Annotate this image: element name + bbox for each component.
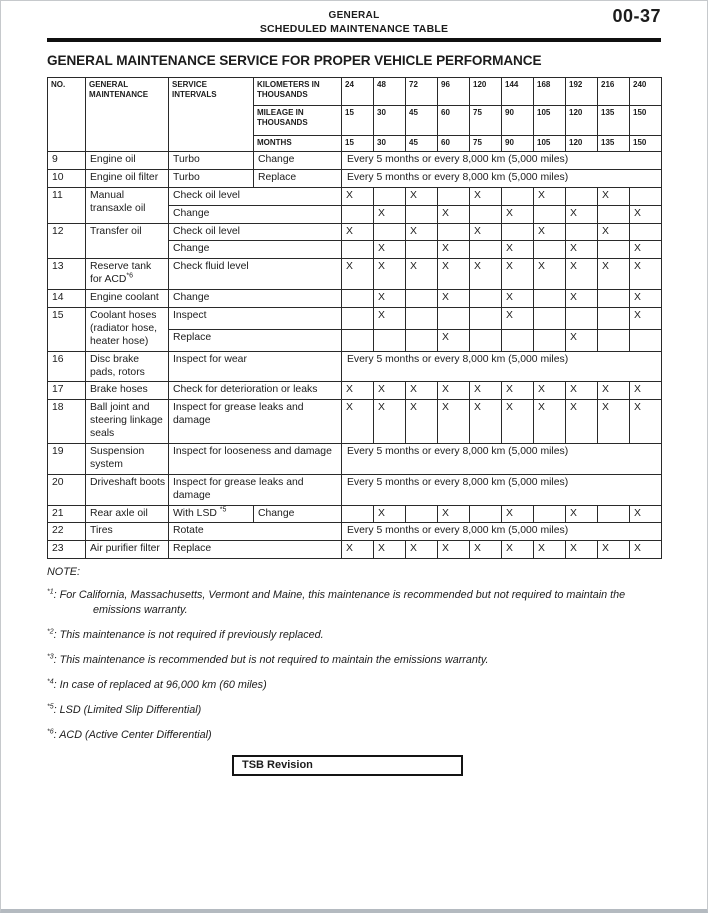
- mark-cell: [342, 505, 374, 523]
- note-item: $^{*2}$: This maintenance is not required if previously replaced.: [47, 628, 324, 642]
- item-name: Tires: [86, 523, 169, 541]
- table-row: [48, 382, 662, 400]
- table-row: [48, 523, 662, 541]
- item-name: Brake hoses: [86, 382, 169, 400]
- service-interval-label: With LSD $^{*5}$: [169, 505, 254, 523]
- mark-cell: [342, 329, 374, 351]
- footnote-marker: *6: [47, 728, 54, 736]
- mark-cell: X: [374, 308, 406, 330]
- interval-value-header: 105: [534, 106, 566, 136]
- note-item: $^{*4}$: In case of replaced at 96,000 km (60 miles): [47, 678, 267, 691]
- schedule-note: Every 5 months or every 8,000 km (5,000 miles): [342, 152, 662, 170]
- row-header-kilometers: KILOMETERS IN THOUSANDS: [254, 78, 342, 106]
- service-interval-label: Inspect for looseness and damage: [169, 444, 342, 475]
- interval-value-header: 75: [470, 106, 502, 136]
- mark-cell: [438, 187, 470, 205]
- mark-cell: X: [598, 259, 630, 290]
- mark-cell: X: [566, 241, 598, 259]
- table-row: [48, 187, 662, 205]
- mark-cell: X: [630, 308, 662, 330]
- mark-cell: [502, 223, 534, 241]
- page-content: [47, 1, 661, 776]
- service-interval-label: Change: [254, 505, 342, 523]
- interval-value-header: 30: [374, 106, 406, 136]
- mark-cell: [342, 308, 374, 330]
- mark-cell: [534, 505, 566, 523]
- schedule-note: Every 5 months or every 8,000 km (5,000 miles): [342, 474, 662, 505]
- item-name: Engine coolant: [86, 290, 169, 308]
- mark-cell: [342, 290, 374, 308]
- row-number: 14: [48, 290, 86, 308]
- mark-cell: X: [438, 329, 470, 351]
- table-row: [48, 169, 662, 187]
- mark-cell: X: [566, 205, 598, 223]
- mark-cell: [406, 308, 438, 330]
- service-interval-label: Change: [169, 205, 342, 223]
- service-interval-label: Turbo: [169, 169, 254, 187]
- mark-cell: X: [342, 223, 374, 241]
- notes-list: [47, 588, 661, 742]
- service-interval-label: Inspect for wear: [169, 351, 342, 382]
- interval-value-header: 45: [406, 136, 438, 152]
- mark-cell: X: [342, 541, 374, 559]
- table-row: [48, 290, 662, 308]
- interval-value-header: 24: [342, 78, 374, 106]
- mark-cell: [598, 205, 630, 223]
- mark-cell: X: [630, 290, 662, 308]
- item-name: Air purifier filter: [86, 541, 169, 559]
- table-row: [48, 351, 662, 382]
- item-name: Disc brake pads, rotors: [86, 351, 169, 382]
- interval-value-header: 90: [502, 106, 534, 136]
- mark-cell: X: [374, 505, 406, 523]
- item-name: Coolant hoses (radiator hose, heater hose): [86, 308, 169, 352]
- interval-value-header: 60: [438, 136, 470, 152]
- mark-cell: X: [470, 223, 502, 241]
- item-name: Rear axle oil: [86, 505, 169, 523]
- mark-cell: [534, 308, 566, 330]
- mark-cell: [470, 241, 502, 259]
- mark-cell: [470, 505, 502, 523]
- notes-section: [47, 566, 661, 742]
- mark-cell: X: [374, 382, 406, 400]
- mark-cell: X: [502, 541, 534, 559]
- mark-cell: [566, 187, 598, 205]
- interval-value-header: 240: [630, 78, 662, 106]
- service-interval-label: Inspect: [169, 308, 342, 330]
- mark-cell: X: [630, 241, 662, 259]
- row-header-mileage: MILEAGE IN THOUSANDS: [254, 106, 342, 136]
- mark-cell: X: [406, 541, 438, 559]
- mark-cell: [502, 187, 534, 205]
- mark-cell: [406, 329, 438, 351]
- column-header-no: NO.: [48, 78, 86, 152]
- mark-cell: [630, 329, 662, 351]
- mark-cell: X: [470, 382, 502, 400]
- mark-cell: [502, 329, 534, 351]
- schedule-note: Every 5 months or every 8,000 km (5,000 miles): [342, 351, 662, 382]
- mark-cell: X: [438, 400, 470, 444]
- interval-value-header: 105: [534, 136, 566, 152]
- mark-cell: [374, 187, 406, 205]
- mark-cell: [598, 290, 630, 308]
- page-header: [47, 1, 661, 35]
- page-number: 00-37: [612, 6, 661, 26]
- mark-cell: X: [438, 541, 470, 559]
- mark-cell: X: [374, 400, 406, 444]
- mark-cell: [566, 308, 598, 330]
- interval-value-header: 150: [630, 106, 662, 136]
- footnote-marker: *1: [47, 588, 54, 596]
- row-number: 13: [48, 259, 86, 290]
- interval-value-header: 192: [566, 78, 598, 106]
- service-interval-label: Replace: [169, 541, 342, 559]
- mark-cell: X: [630, 382, 662, 400]
- mark-cell: X: [470, 400, 502, 444]
- mark-cell: X: [630, 205, 662, 223]
- service-interval-label: Change: [254, 152, 342, 170]
- row-number: 18: [48, 400, 86, 444]
- service-interval-label: Replace: [169, 329, 342, 351]
- schedule-note: Every 5 months or every 8,000 km (5,000 miles): [342, 444, 662, 475]
- footnote-marker: *5: [219, 506, 227, 514]
- mark-cell: X: [502, 400, 534, 444]
- mark-cell: X: [374, 290, 406, 308]
- interval-value-header: 90: [502, 136, 534, 152]
- row-header-months: MONTHS: [254, 136, 342, 152]
- row-number: 12: [48, 223, 86, 259]
- maintenance-table: [47, 77, 662, 559]
- interval-value-header: 15: [342, 106, 374, 136]
- mark-cell: X: [630, 505, 662, 523]
- table-row: [48, 541, 662, 559]
- interval-value-header: 60: [438, 106, 470, 136]
- item-name: Manual transaxle oil: [86, 187, 169, 223]
- mark-cell: X: [438, 259, 470, 290]
- mark-cell: X: [502, 290, 534, 308]
- tsb-revision-label: TSB Revision: [242, 758, 313, 771]
- mark-cell: X: [502, 308, 534, 330]
- interval-value-header: 135: [598, 136, 630, 152]
- footnote-marker: *3: [47, 653, 54, 661]
- footnote-marker: *6: [126, 272, 134, 280]
- mark-cell: X: [406, 259, 438, 290]
- document-title: GENERAL MAINTENANCE SERVICE FOR PROPER VEHICLE PERFORMANCE: [47, 53, 542, 68]
- mark-cell: X: [374, 541, 406, 559]
- mark-cell: X: [598, 187, 630, 205]
- interval-value-header: 135: [598, 106, 630, 136]
- mark-cell: X: [502, 205, 534, 223]
- header-rule: [47, 38, 661, 42]
- mark-cell: X: [374, 259, 406, 290]
- row-number: 10: [48, 169, 86, 187]
- table-row: [48, 308, 662, 330]
- interval-value-header: 120: [470, 78, 502, 106]
- mark-cell: [438, 223, 470, 241]
- interval-value-header: 75: [470, 136, 502, 152]
- service-interval-label: Replace: [254, 169, 342, 187]
- mark-cell: X: [630, 259, 662, 290]
- mark-cell: X: [534, 400, 566, 444]
- row-number: 9: [48, 152, 86, 170]
- mark-cell: X: [566, 505, 598, 523]
- mark-cell: [630, 223, 662, 241]
- item-name: Reserve tank for ACD$^{*6}$: [86, 259, 169, 290]
- table-row: [48, 400, 662, 444]
- mark-cell: X: [502, 382, 534, 400]
- mark-cell: [598, 505, 630, 523]
- mark-cell: X: [502, 505, 534, 523]
- service-interval-label: Change: [169, 290, 342, 308]
- service-interval-label: Check fluid level: [169, 259, 342, 290]
- mark-cell: X: [534, 223, 566, 241]
- mark-cell: X: [406, 223, 438, 241]
- mark-cell: [470, 329, 502, 351]
- mark-cell: [406, 241, 438, 259]
- mark-cell: [534, 205, 566, 223]
- mark-cell: X: [406, 400, 438, 444]
- interval-value-header: 120: [566, 106, 598, 136]
- mark-cell: X: [534, 541, 566, 559]
- column-header-service-intervals: SERVICE INTERVALS: [169, 78, 254, 152]
- mark-cell: X: [534, 187, 566, 205]
- item-name: Engine oil filter: [86, 169, 169, 187]
- mark-cell: [374, 223, 406, 241]
- mark-cell: X: [566, 329, 598, 351]
- mark-cell: X: [438, 205, 470, 223]
- mark-cell: X: [566, 382, 598, 400]
- mark-cell: [598, 308, 630, 330]
- interval-value-header: 96: [438, 78, 470, 106]
- item-name: Ball joint and steering linkage seals: [86, 400, 169, 444]
- mark-cell: [470, 205, 502, 223]
- mark-cell: [534, 290, 566, 308]
- row-number: 11: [48, 187, 86, 223]
- interval-value-header: 15: [342, 136, 374, 152]
- table-row: [48, 152, 662, 170]
- mark-cell: X: [438, 505, 470, 523]
- service-interval-label: Check for deterioration or leaks: [169, 382, 342, 400]
- mark-cell: X: [630, 400, 662, 444]
- mark-cell: X: [342, 259, 374, 290]
- row-number: 19: [48, 444, 86, 475]
- interval-value-header: 144: [502, 78, 534, 106]
- item-name: Transfer oil: [86, 223, 169, 259]
- note-item: $^{*6}$: ACD (Active Center Differential): [47, 728, 212, 741]
- mark-cell: X: [502, 241, 534, 259]
- chapter-title: GENERAL: [328, 10, 380, 21]
- interval-value-header: 72: [406, 78, 438, 106]
- row-number: 16: [48, 351, 86, 382]
- mark-cell: X: [470, 541, 502, 559]
- mark-cell: X: [566, 290, 598, 308]
- schedule-note: Every 5 months or every 8,000 km (5,000 miles): [342, 523, 662, 541]
- footnote-marker: *4: [47, 678, 54, 686]
- mark-cell: X: [598, 382, 630, 400]
- service-interval-label: Check oil level: [169, 187, 342, 205]
- mark-cell: X: [534, 382, 566, 400]
- mark-cell: [438, 308, 470, 330]
- mark-cell: [342, 241, 374, 259]
- mark-cell: [630, 187, 662, 205]
- mark-cell: X: [566, 541, 598, 559]
- interval-value-header: 30: [374, 136, 406, 152]
- service-interval-label: Inspect for grease leaks and damage: [169, 474, 342, 505]
- mark-cell: X: [342, 187, 374, 205]
- mark-cell: X: [342, 400, 374, 444]
- table-header-row-km: [48, 78, 662, 106]
- row-number: 20: [48, 474, 86, 505]
- footnote-marker: *5: [47, 703, 54, 711]
- row-number: 15: [48, 308, 86, 352]
- note-item: $^{*5}$: LSD (Limited Slip Differential): [47, 703, 202, 716]
- interval-value-header: 216: [598, 78, 630, 106]
- table-row: [48, 223, 662, 241]
- mark-cell: X: [374, 241, 406, 259]
- item-name: Driveshaft boots: [86, 474, 169, 505]
- mark-cell: [406, 290, 438, 308]
- service-interval-label: Turbo: [169, 152, 254, 170]
- mark-cell: X: [534, 259, 566, 290]
- mark-cell: [566, 223, 598, 241]
- mark-cell: [406, 205, 438, 223]
- table-row: [48, 259, 662, 290]
- mark-cell: [534, 241, 566, 259]
- mark-cell: [342, 205, 374, 223]
- table-row: [48, 444, 662, 475]
- mark-cell: X: [502, 259, 534, 290]
- mark-cell: X: [374, 205, 406, 223]
- mark-cell: [470, 308, 502, 330]
- interval-value-header: 168: [534, 78, 566, 106]
- service-interval-label: Change: [169, 241, 342, 259]
- table-row: [48, 505, 662, 523]
- mark-cell: X: [566, 400, 598, 444]
- interval-value-header: 45: [406, 106, 438, 136]
- row-number: 22: [48, 523, 86, 541]
- mark-cell: X: [470, 187, 502, 205]
- note-item: $^{*1}$: For California, Massachusetts, Vermont and Maine, this maintenance is recommended but not required to maintain the emissions warranty.: [47, 588, 626, 617]
- column-header-general-maintenance: GENERAL MAINTENANCE: [86, 78, 169, 152]
- mark-cell: X: [598, 223, 630, 241]
- row-number: 17: [48, 382, 86, 400]
- mark-cell: [374, 329, 406, 351]
- mark-cell: X: [470, 259, 502, 290]
- mark-cell: X: [406, 187, 438, 205]
- mark-cell: X: [406, 382, 438, 400]
- mark-cell: [406, 505, 438, 523]
- mark-cell: X: [598, 400, 630, 444]
- interval-value-header: 150: [630, 136, 662, 152]
- row-number: 21: [48, 505, 86, 523]
- interval-value-header: 120: [566, 136, 598, 152]
- footnote-marker: *2: [47, 628, 54, 636]
- tsb-revision-box: [232, 755, 463, 776]
- mark-cell: [470, 290, 502, 308]
- mark-cell: X: [438, 241, 470, 259]
- mark-cell: [534, 329, 566, 351]
- mark-cell: [598, 329, 630, 351]
- service-interval-label: Rotate: [169, 523, 342, 541]
- mark-cell: X: [438, 290, 470, 308]
- schedule-note: Every 5 months or every 8,000 km (5,000 miles): [342, 169, 662, 187]
- service-interval-label: Check oil level: [169, 223, 342, 241]
- mark-cell: [598, 241, 630, 259]
- note-item: $^{*3}$: This maintenance is recommended but is not required to maintain the emissions warranty.: [47, 653, 489, 666]
- service-interval-label: Inspect for grease leaks and damage: [169, 400, 342, 444]
- row-number: 23: [48, 541, 86, 559]
- mark-cell: X: [598, 541, 630, 559]
- item-name: Suspension system: [86, 444, 169, 475]
- table-row: [48, 474, 662, 505]
- mark-cell: X: [342, 382, 374, 400]
- section-title: SCHEDULED MAINTENANCE TABLE: [259, 23, 449, 35]
- mark-cell: X: [630, 541, 662, 559]
- mark-cell: X: [438, 382, 470, 400]
- notes-label: NOTE:: [47, 566, 80, 579]
- interval-value-header: 48: [374, 78, 406, 106]
- item-name: Engine oil: [86, 152, 169, 170]
- mark-cell: X: [566, 259, 598, 290]
